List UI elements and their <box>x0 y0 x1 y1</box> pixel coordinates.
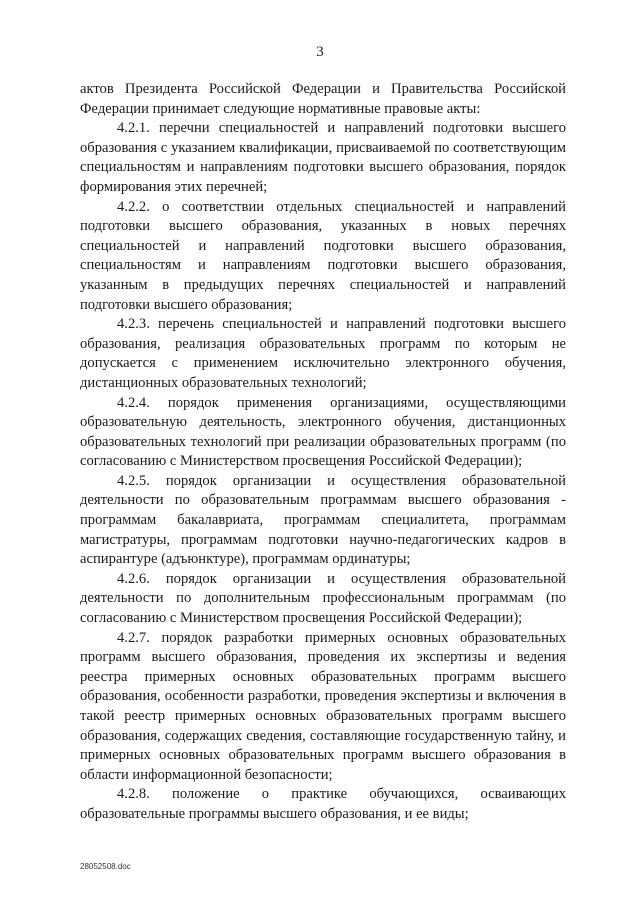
list-item: 4.2.8. положение о практике обучающихся, осваивающих образовательные программы высшего образования, и ее виды; <box>80 786 566 822</box>
list-item: 4.2.4. порядок применения организациями, осуществляющими образовательную деятельность, электронного обучения, дистанционных образовательных технологий при реализации образовательных программ (по согласованию с Министерством просвещения Российской Федерации); <box>80 394 566 470</box>
list-item: 4.2.1. перечни специальностей и направлений подготовки высшего образования с указанием квалификации, присваиваемой по соответствующим специальностям и направлениям подготовки высшего образования, порядок формирования этих перечней; <box>80 120 566 195</box>
list-item: 4.2.3. перечень специальностей и направлений подготовки высшего образования, реализация образовательных программ по которым не допускается с применением исключительно электронного обучения, дистанционных образовательных технологий; <box>80 316 566 391</box>
list-item: 4.2.2. о соответствии отдельных специальностей и направлений подготовки высшего образования, указанных в новых перечнях специальностей и направлений подготовки высшего образования, специальностям и направлениям подготовки высшего образования, указанным в предыдущих перечнях специальностей и направлений подготовки высшего образования; <box>80 198 566 313</box>
list-item: 4.2.7. порядок разработки примерных основных образовательных программ высшего образования, проведения их экспертизы и ведения реестра примерных основных образовательных программ высшего образования, особенности разработки, проведения экспертизы и включения в такой реестр примерных основных образовательных программ высшего образования, содержащих сведения, составляющие государственную тайну, и примерных основных образовательных программ высшего образования в области информационной безопасности; <box>80 629 566 783</box>
list-item: 4.2.6. порядок организации и осуществления образовательной деятельности по дополнительным профессиональным программам (по согласованию с Министерством просвещения Российской Федерации); <box>80 570 566 627</box>
document-body <box>80 80 566 825</box>
footer-file-code: 28052508.doc <box>80 862 131 871</box>
intro-paragraph: актов Президента Российской Федерации и Правительства Российской Федерации принимает следующие нормативные правовые акты: <box>80 81 566 117</box>
page-number: 3 <box>316 44 324 60</box>
list-item: 4.2.5. порядок организации и осуществления образовательной деятельности по образовательным программам высшего образования - программам бакалавриата, программам специалитета, программам магистратуры, программам подготовки научно-педагогических кадров в аспирантуре (адъюнктуре), программам ординатуры; <box>80 472 566 568</box>
